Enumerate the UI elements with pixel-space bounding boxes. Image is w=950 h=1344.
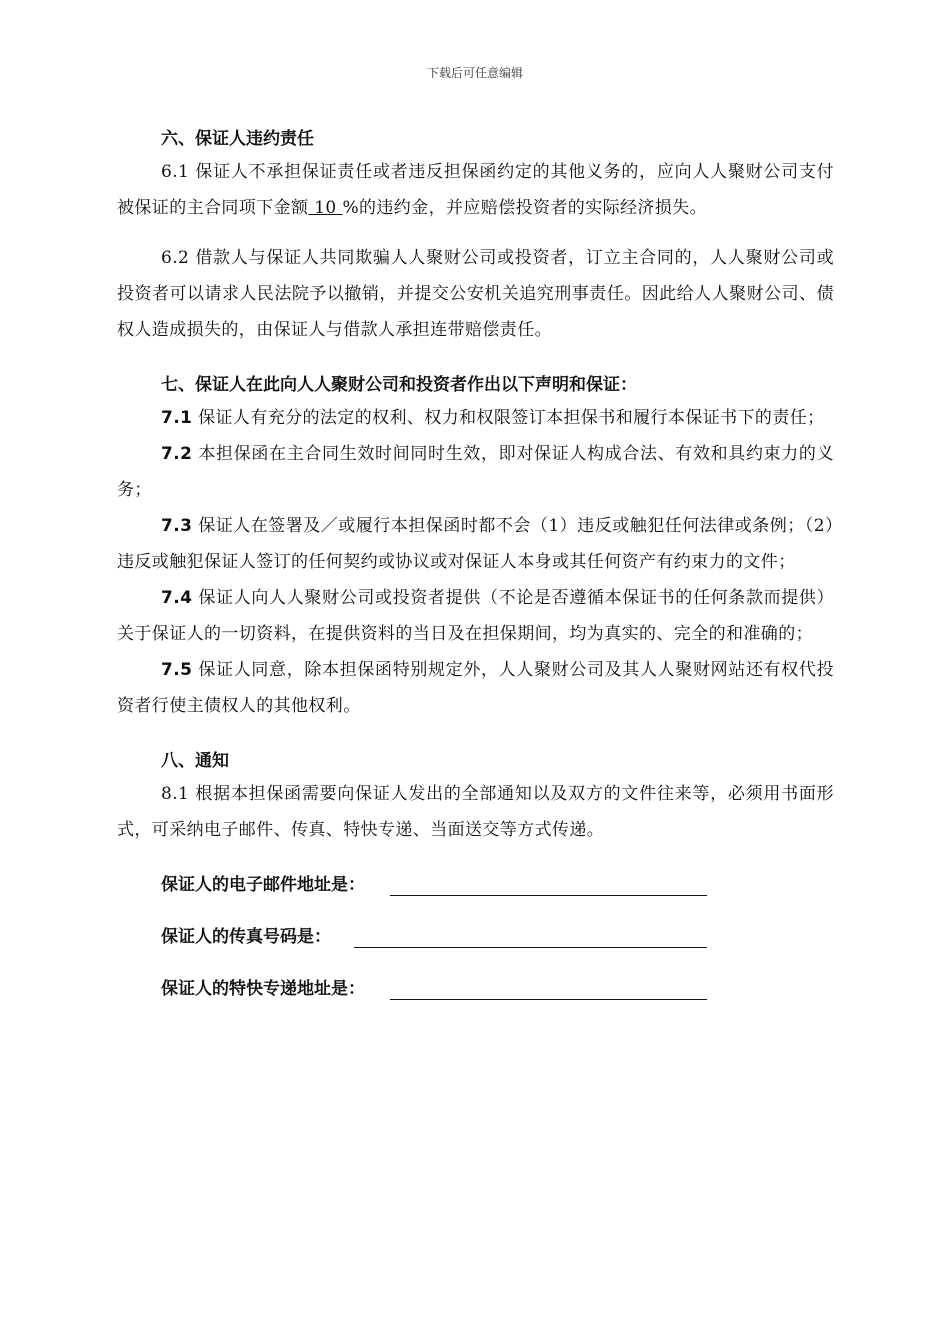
clause-7-3 [117,508,834,580]
clause-6-1-text-b: %的违约金，并应赔偿投资者的实际经济损失。 [342,198,708,218]
clause-7-5 [117,652,834,724]
express-address-label: 保证人的特快专递地址是： [161,979,365,999]
email-address-field [161,870,834,922]
clause-text: 保证人向人人聚财公司或投资者提供（不论是否遵循本保证书的任何条款而提供）关于保证人的一切资料，在提供资料的当日及在担保期间，均为真实的、完全的和准确的； [117,588,834,644]
fax-number-label: 保证人的传真号码是： [161,927,331,947]
fax-number-field [161,922,834,974]
clause-number: 7.5 [161,660,193,680]
email-address-label: 保证人的电子邮件地址是： [161,875,365,895]
email-address-blank-line[interactable] [390,895,707,896]
fax-number-blank-line[interactable] [354,947,707,948]
clause-8-1: 8.1 根据本担保函需要向保证人发出的全部通知以及双方的文件往来等，必须用书面形式，可采纳电子邮件、传真、特快专递、当面送交等方式传递。 [117,784,834,840]
express-address-field [161,974,834,1026]
page-header: 下载后可任意编辑 [426,66,523,80]
clause-number: 7.4 [161,588,193,608]
clause-number: 7.2 [161,444,193,464]
section-7-title: 七、保证人在此向人人聚财公司和投资者作出以下声明和保证： [161,375,637,395]
clause-7-4 [117,580,834,652]
clause-6-1 [117,154,834,226]
clause-number: 7.3 [161,516,193,536]
express-address-blank-line[interactable] [390,999,707,1000]
clause-6-2: 6.2 借款人与保证人共同欺骗人人聚财公司或投资者，订立主合同的，人人聚财公司或投资者可以请求人民法院予以撤销，并提交公安机关追究刑事责任。因此给人人聚财公司、债权人造成损失的，由保证人与借款人承担连带赔偿责任。 [117,248,834,340]
clause-6-1-text-a: 6.1 保证人不承担保证责任或者违反担保函约定的其他义务的，应向人人聚财公司支付被保证的主合同项下金额 [117,162,834,218]
clause-7-2 [117,436,834,508]
clause-text: 保证人有充分的法定的权利、权力和权限签订本担保书和履行本保证书下的责任； [192,408,825,428]
penalty-percentage: 10 [308,198,343,218]
section-8-title: 八、通知 [161,751,229,771]
document-body [117,124,834,1026]
clause-text: 本担保函在主合同生效时间同时生效，即对保证人构成合法、有效和具约束力的义务； [117,444,834,500]
clause-text: 保证人同意，除本担保函特别规定外，人人聚财公司及其人人聚财网站还有权代投资者行使主债权人的其他权利。 [117,660,834,716]
clause-7-1 [117,400,834,436]
clause-number: 7.1 [161,408,193,428]
clause-text: 保证人在签署及／或履行本担保函时都不会（1）违反或触犯任何法律或条例；（2）违反或触犯保证人签订的任何契约或协议或对保证人本身或其任何资产有约束力的文件； [117,516,834,572]
section-6-title: 六、保证人违约责任 [161,129,314,149]
